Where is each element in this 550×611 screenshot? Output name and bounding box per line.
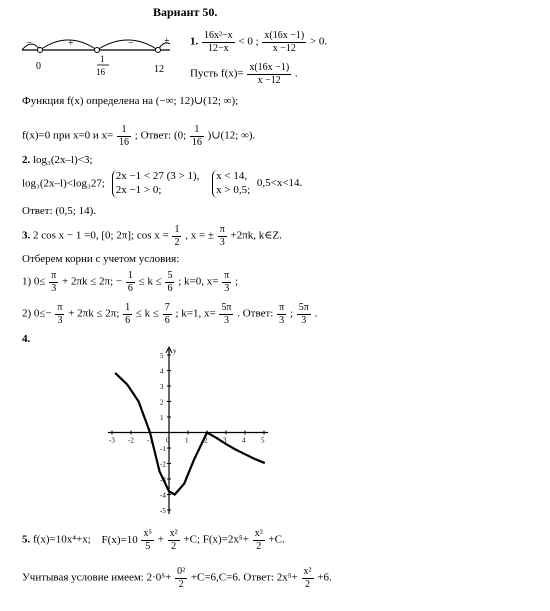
task2-answer: Ответ: (0,5; 14).	[22, 205, 97, 217]
x-tick-label: 3	[223, 436, 227, 445]
sign-label: −	[26, 38, 32, 49]
sign-label: +	[68, 38, 74, 49]
sign-label: −	[128, 38, 134, 49]
task3-case2: 2) 0≤− $\frac{\pi}{3}$ + 2πk ≤ 2π; $\frac{1}{6}$ ≤ k ≤ $\frac{7}{6}$ ; k=1, x= $\frac{5\pi}{3}$ . Ответ: $\frac{\pi}{3}$ ; $\frac{5\pi}{3}$ .	[22, 302, 318, 326]
graph-curve	[116, 374, 175, 495]
sign-label: +	[164, 36, 170, 47]
function-graph	[100, 345, 272, 520]
open-point	[95, 48, 100, 53]
point-label: 12	[154, 64, 164, 75]
task1-domain: Функция f(x) определена на (−∞; 12)∪(12; ∞);	[22, 95, 239, 107]
open-point	[156, 48, 161, 53]
task2-solution: log₃(2x–l)<log₃27; 2x −1 < 27 (3 > 1), 2x −1 > 0; x < 14, x > 0,5; 0,5<x<14.	[22, 170, 303, 196]
y-tick-label: -5	[160, 507, 166, 515]
task3-select: Отберем корни с учетом условия:	[22, 253, 180, 265]
y-axis-label: y	[173, 347, 177, 355]
task5-antiderivative: 5. f(x)=10x⁴+x; F(x)=10 $\frac{\text{x⁵}}{5}$ + $\frac{\text{x²}}{2}$ +C; F(x)=2x⁵+ $\frac{\text{x²}}{2}$ +C.	[22, 528, 285, 552]
task3-equation: 3. 2 cos x − 1 =0, [0; 2π]; cos x = $\frac{1}{2}$ , x = ± $\frac{\pi}{3}$ +2πk, k∈Z.	[22, 224, 282, 248]
graph-curve	[207, 433, 264, 463]
y-tick-label: 5	[160, 352, 164, 360]
y-tick-label: -4	[160, 491, 166, 500]
task1-inequality: 1. $\frac{\text{16x²−x}}{12-x}$ < 0 ; $\frac{x(16x -1)}{x -12}$ > 0.	[190, 30, 328, 54]
x-tick-label: -3	[109, 436, 115, 445]
y-tick-label: 1	[160, 414, 164, 422]
x-tick-label: 4	[242, 436, 246, 445]
task2-header: 2. log₃(2x–l)<3;	[22, 154, 93, 166]
task1-answer: f(x)=0 при x=0 и x= $\frac{1}{16}$ ; Ответ: (0; $\frac{1}{16}$ )∪(12; ∞).	[22, 124, 256, 148]
task1-let: Пусть f(x)= $\frac{x(16x -1)}{x -12}$ .	[190, 62, 298, 86]
open-point	[38, 48, 43, 53]
x-tick-label: 2	[204, 436, 208, 445]
point-label: 0	[36, 61, 41, 72]
x-tick-label: -2	[128, 436, 134, 445]
sign-interval-diagram	[20, 32, 175, 80]
y-tick-label: 4	[160, 367, 164, 376]
x-tick-label: 5	[261, 436, 265, 445]
x-tick-label: 0	[166, 436, 170, 445]
y-tick-label: -2	[160, 460, 166, 469]
y-tick-label: -1	[160, 445, 166, 453]
y-tick-label: 2	[160, 398, 164, 407]
task5-condition: Учитывая условие имеем: 2·0⁵+ $\frac{\text{0²}}{2}$ +C=6,C=6. Ответ: 2x⁵+ $\frac{\text{x²}}{2}$ +6.	[22, 566, 332, 590]
x-tick-label: 1	[185, 436, 189, 445]
y-tick-label: 3	[160, 383, 164, 391]
y-tick-label: -3	[160, 476, 166, 484]
x-tick-label: -1	[147, 436, 153, 445]
point-label: 16	[96, 67, 105, 77]
page-title: Вариант 50.	[153, 5, 218, 19]
graph-curve	[175, 433, 207, 495]
task3-case1: 1) 0≤ $\frac{\pi}{3}$ + 2πk ≤ 2π; − $\frac{1}{6}$ ≤ k ≤ $\frac{5}{6}$ ; k=0, x= $\frac{\pi}{3}$ ;	[22, 270, 239, 294]
point-label: 1	[100, 54, 105, 64]
task4-number: 4.	[22, 333, 31, 345]
